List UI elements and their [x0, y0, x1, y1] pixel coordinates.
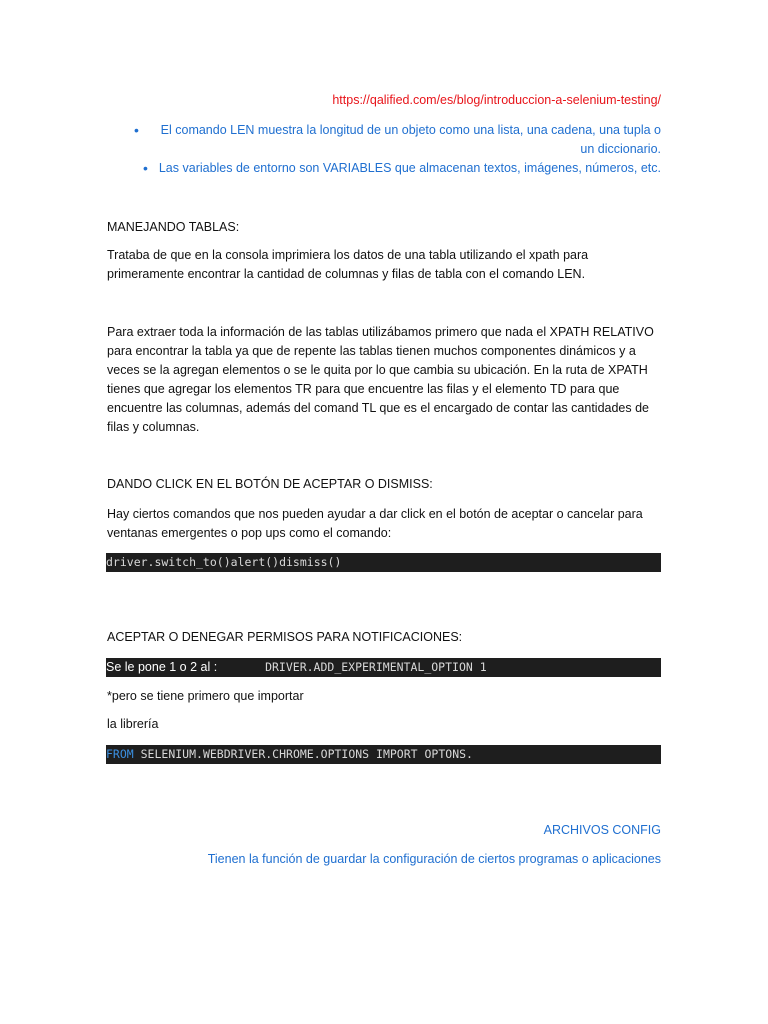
bullet-line: Las variables de entorno son VARIABLES que almacenan textos, imágenes, números, etc. — [158, 161, 661, 175]
bullet-line: El comando LEN muestra la longitud de un objeto como una lista, una cadena, una tupla o — [160, 123, 661, 137]
code-text: driver.switch_to()alert()dismiss() — [106, 555, 342, 569]
paragraph-line: Para extraer toda la información de las tablas utilizábamos primero que nada el XPATH RELATIVO — [107, 325, 654, 339]
paragraph-line: encuentre las columnas, además del comand TL que es el encargado de contar las cantidades de — [107, 401, 650, 415]
paragraph-line: para encontrar la tabla ya que de repente las tablas tienen muchos componentes dinámicos y a — [107, 344, 636, 358]
bullet-item-env-vars — [159, 159, 661, 178]
source-link[interactable]: https://qalified.com/es/blog/introduccion-a-selenium-testing/ — [332, 93, 661, 107]
paragraph-line: primeramente encontrar la cantidad de columnas y filas de tabla con el comando LEN. — [107, 267, 586, 281]
dismiss-heading: DANDO CLICK EN EL BOTÓN DE ACEPTAR O DISMISS: — [107, 477, 433, 491]
code-text: SELENIUM.WEBDRIVER.CHROME.OPTIONS IMPORT OPTONS. — [133, 747, 473, 761]
import-note: *pero se tiene primero que importar — [107, 689, 304, 703]
code-value: DRIVER.ADD_EXPERIMENTAL_OPTION 1 — [265, 660, 487, 674]
permissions-code-block — [106, 658, 661, 677]
paragraph-line: Hay ciertos comandos que nos pueden ayudar a dar click en el botón de aceptar o cancelar para — [107, 507, 643, 521]
paragraph-line: veces se la agregan elementos o se le quita por lo que cambia su ubicación. En la ruta de XPATH — [107, 363, 648, 377]
dismiss-paragraph — [107, 505, 643, 543]
bullet-item-len — [161, 121, 661, 159]
bullet-dot-icon: • — [134, 122, 139, 138]
bullet-line: un diccionario. — [580, 142, 661, 156]
config-text: Tienen la función de guardar la configuración de ciertos programas o aplicaciones — [207, 852, 661, 866]
code-keyword: FROM — [106, 747, 134, 761]
paragraph-line: tienes que agregar los elementos TR para que encuentre las filas y el elemento TD para que — [107, 382, 620, 396]
config-heading: ARCHIVOS CONFIG — [543, 823, 661, 837]
tables-paragraph-2 — [107, 323, 654, 437]
import-code-block — [106, 745, 661, 764]
tables-paragraph-1 — [107, 246, 588, 284]
paragraph-line: filas y columnas. — [107, 420, 200, 434]
code-prefix: Se le pone 1 o 2 al : — [106, 660, 218, 674]
permissions-heading: ACEPTAR O DENEGAR PERMISOS PARA NOTIFICACIONES: — [107, 630, 463, 644]
bullet-dot-icon: • — [143, 160, 148, 176]
paragraph-line: Trataba de que en la consola imprimiera los datos de una tabla utilizando el xpath para — [107, 248, 589, 262]
dismiss-code-block — [106, 553, 661, 572]
paragraph-line: ventanas emergentes o pop ups como el comando: — [107, 526, 392, 540]
library-label: la librería — [107, 717, 159, 731]
tables-heading: MANEJANDO TABLAS: — [107, 220, 240, 234]
